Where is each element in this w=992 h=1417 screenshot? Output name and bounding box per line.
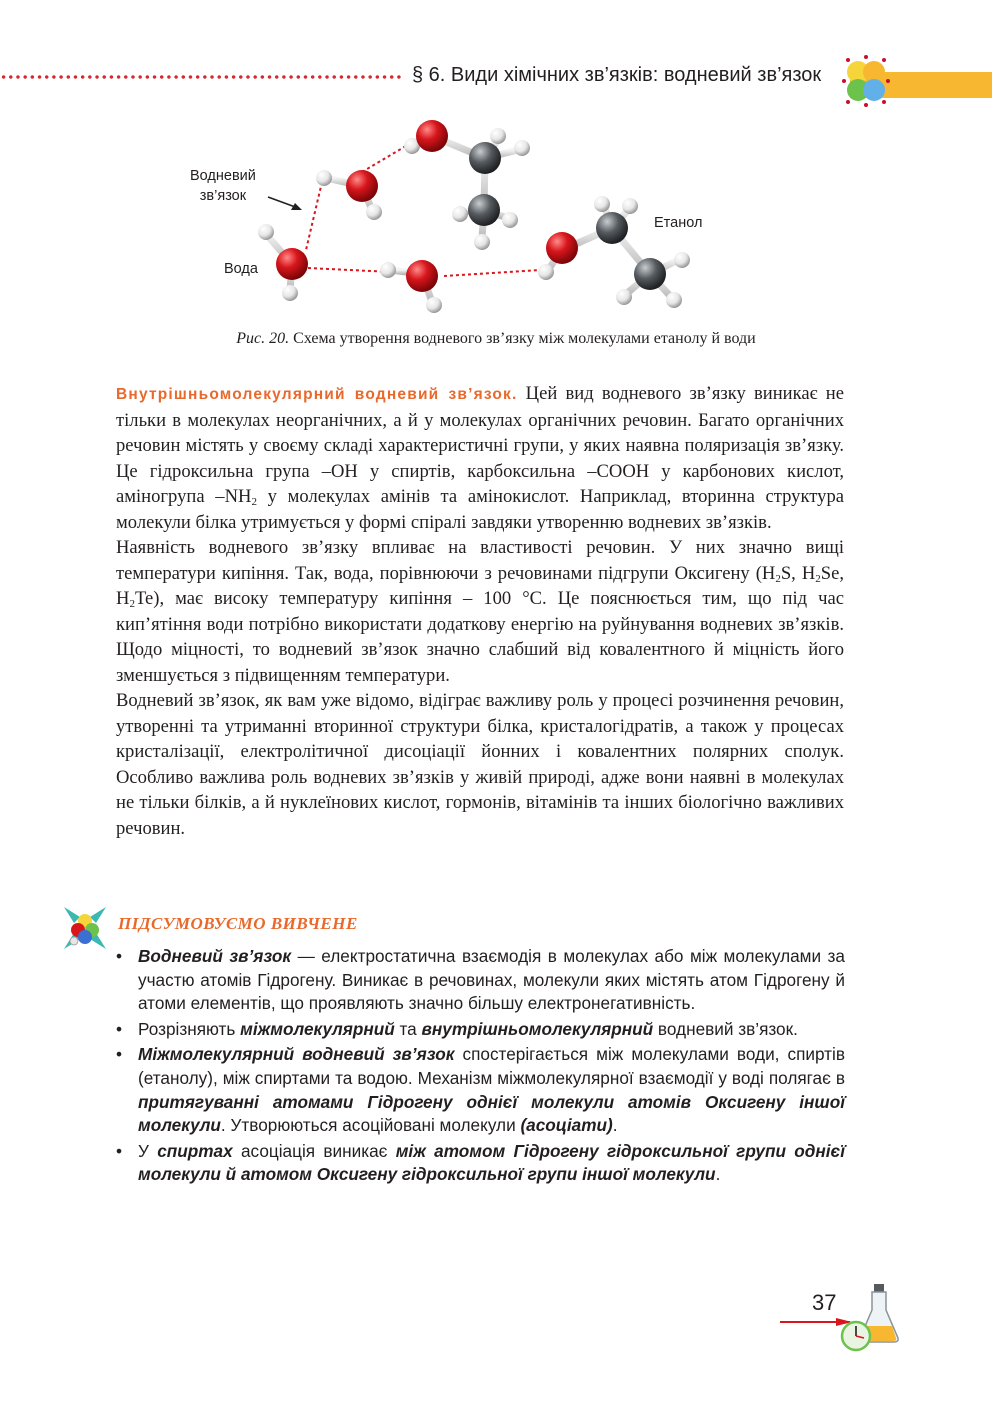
summary-title: ПІДСУМОВУЄМО ВИВЧЕНЕ (118, 914, 358, 933)
body-text (116, 381, 844, 841)
summary-item-1: • Водневий зв’язок — електростатична взаємодія в молекулах або між молекулами за участю атомів Гідрогену. Виникає в речовинах, молекули яких містять атом Гідрогену й атоми елементів, що проявляють значно більшу електронегативність. (114, 945, 845, 1016)
header-title: § 6. Види хімічних зв’язків: водневий зв’язок (412, 64, 822, 86)
summary-item-4: • У спиртах асоціація виникає між атомом Гідрогену гідроксильної групи однієї молекули й атомом Оксигену гідроксильної групи іншої молекули. (114, 1140, 845, 1187)
summary-list-container (114, 945, 845, 1189)
ethanol-label: Етанол (654, 215, 703, 231)
paragraph-1: Внутрішньомолекулярний водневий зв’язок. Цей вид водневого зв’язку виникає не тільки в молекулах неорганічних, а й у молекулах органічних речовин. Багато органічних речовин містять у своєму складі характеристичні групи, у яких наявна поляризація зв’язку. Це гідроксильна група –OH у спиртів, карбоксильна –COOH у карбонових кислот, аміногрупа $-NH_2$ у молекулах амінів та амінокислот. Наприклад, вторинна структура молекули білка утримується у формі спіралі завдяки утворенню водневих зв’язків. (116, 383, 844, 533)
molecule-figure (180, 110, 720, 325)
hydrogen-bond-diagram (180, 110, 720, 325)
flask-clock-icon (780, 1280, 900, 1360)
section-heading: Внутрішньомолекулярний водневий зв’язок. (116, 386, 518, 403)
summary-list (114, 945, 845, 1187)
water-label: Вода (224, 261, 258, 277)
figure-caption-number: Рис. 20. (236, 330, 290, 347)
summary-item-2: • Розрізняють міжмолекулярний та внутрішньомолекулярний водневий зв’язок. (114, 1018, 845, 1042)
paragraph-3: Водневий зв’язок, як вам уже відомо, відіграє важливу роль у процесі розчинення речовин, утворенні та утриманні вторинної структури білка, кристалогідратів, а також у процесах кристалізації, електролітичної дисоціації йонних і ковалентних полярних сполук. Особливо важлива роль водневих зв’язків у живій природі, адже вони наявні в молекулах не тільки білків, а й нуклеїнових кислот, гормонів, вітамінів та інших біологічно важливих речовин. (116, 690, 844, 839)
hexagon-logo-icon (836, 52, 896, 110)
summary-item-3: • Міжмолекулярний водневий зв’язок спостерігається між молекулами води, спиртів (етанолу), між спиртами та водою. Механізм міжмолекулярної взаємодії у воді полягає в притягуванні атомами Гідрогену однієї молекули атомів Оксигену іншої молекули. Утворюються асоційовані молекули (асоціати). (114, 1043, 845, 1137)
paragraph-2: Наявність водневого зв’язку впливає на властивості речовин. У них значно вищі температури кипіння. Так, вода, порівнюючи з речовинами підгрупи Оксигену ($H_2S$, $H_2Se$, $H_2Te$), має високу температуру кипіння – 100 °C. Це пояснюється тим, що під час кип’ятіння води потрібно використати додаткову енергію на руйнування водневих зв’язків. Щодо міцності, то водневий зв’язок значно слабший від ковалентного й міцність його зменшується з підвищенням температури. (116, 537, 844, 686)
header-dotted-line (0, 74, 404, 80)
figure-caption (0, 330, 992, 348)
hydrogen-bond-label: Водневий зв’язок (190, 168, 256, 204)
summary-molecule-icon (60, 903, 110, 953)
figure-caption-text: Схема утворення водневого зв’язку між молекулами етанолу й води (289, 330, 756, 347)
page-number: 37 (812, 1290, 837, 1315)
